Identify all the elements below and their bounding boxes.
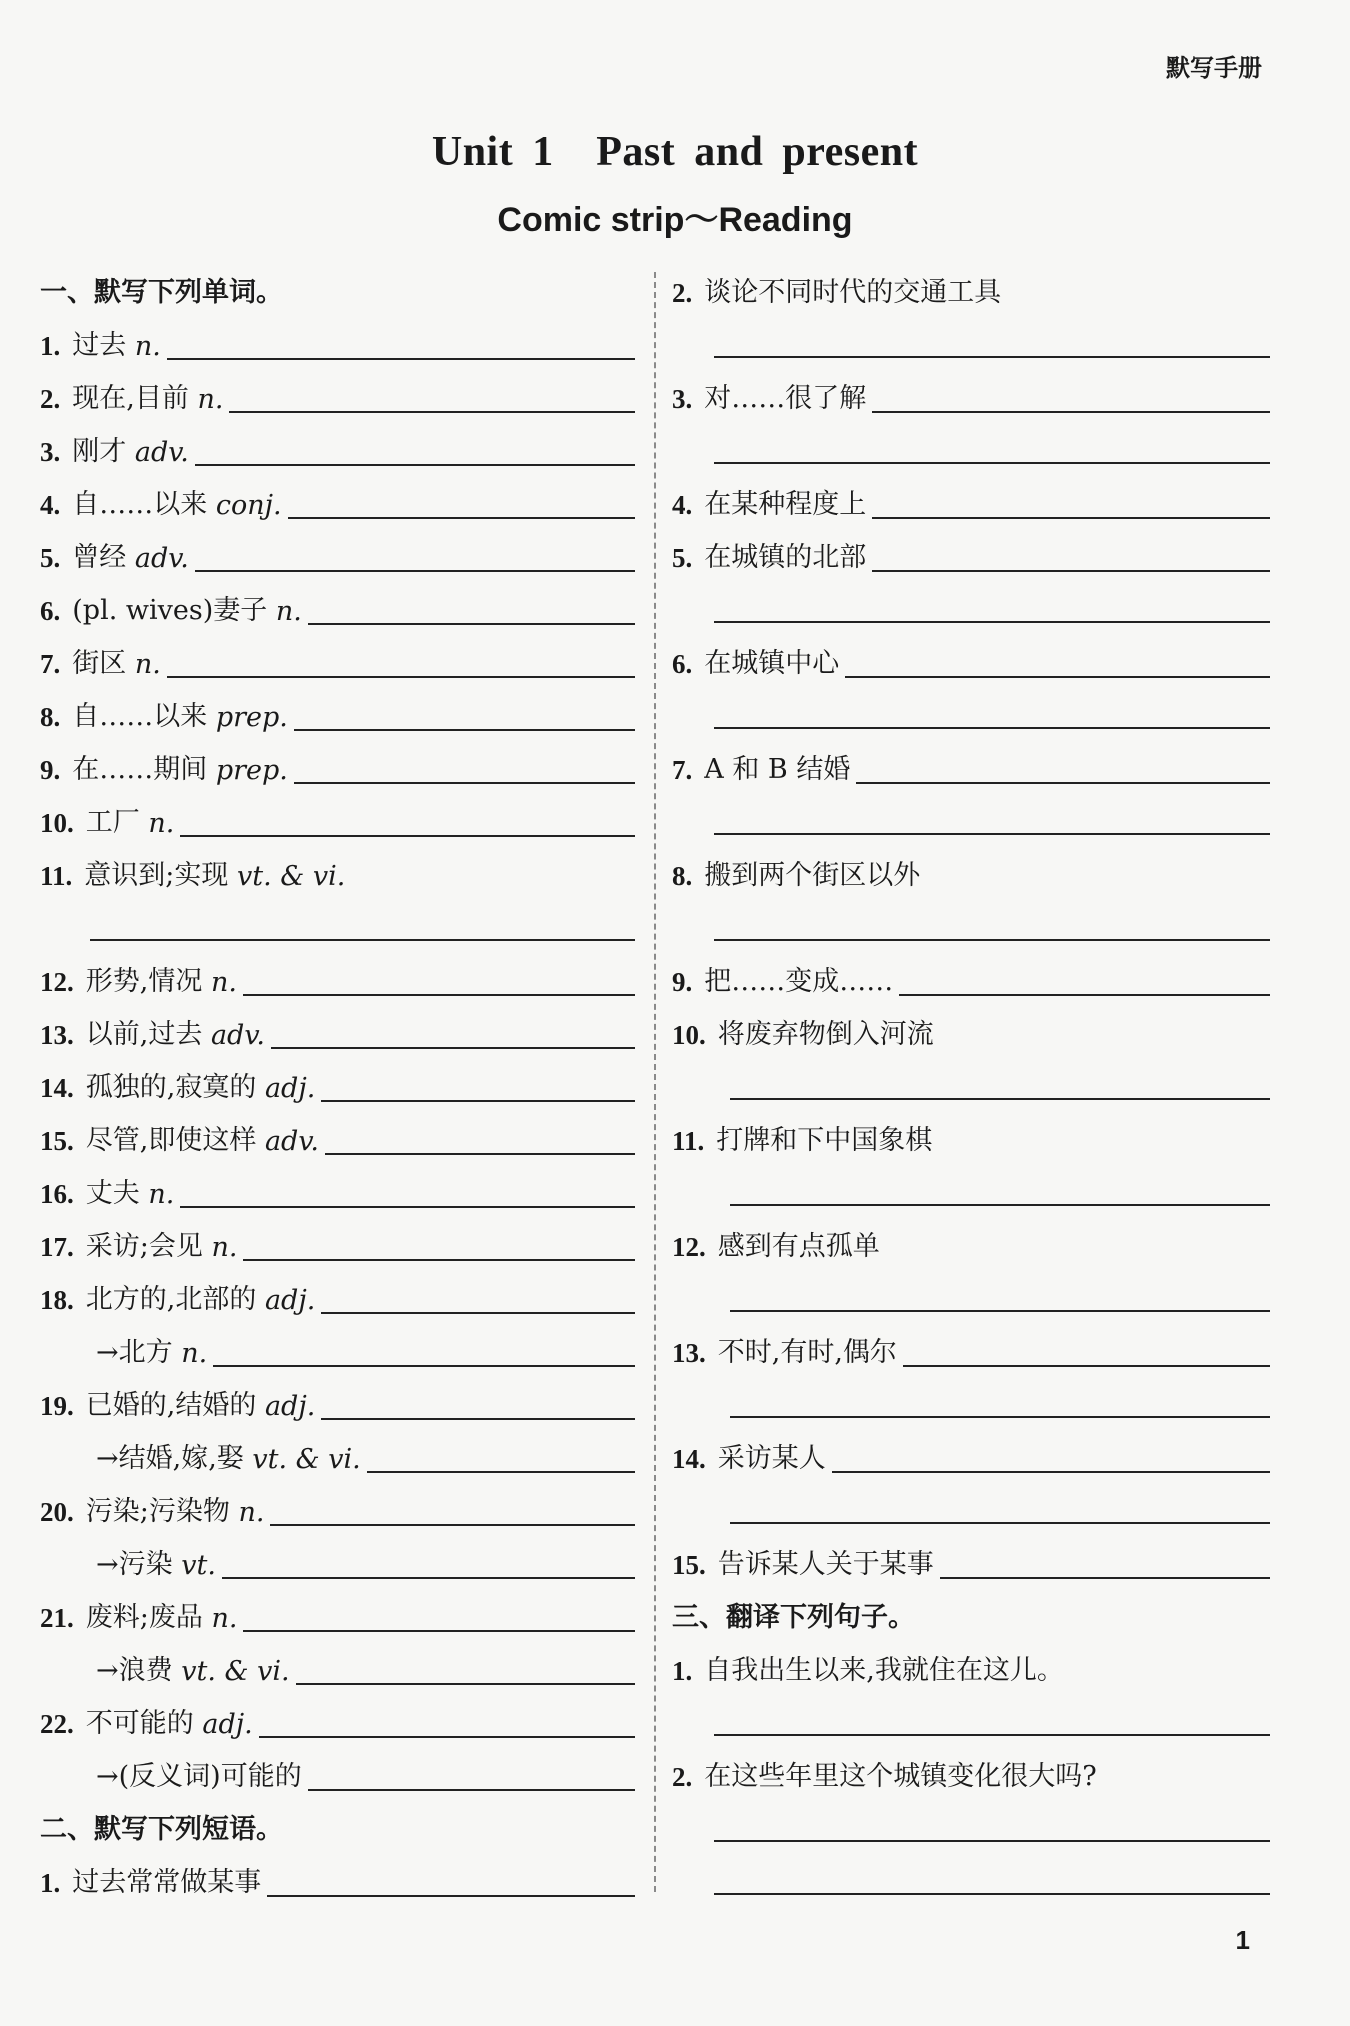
answer-blank[interactable] — [213, 1364, 635, 1367]
phrase-item: 11. 打牌和下中国象棋 — [672, 1125, 933, 1156]
word-item: 10. 工厂 n. — [40, 792, 635, 845]
answer-blank[interactable] — [872, 410, 1270, 413]
section-heading: 一、默写下列单词。 — [40, 277, 283, 308]
word-item: →(反义词)可能的 — [40, 1746, 635, 1799]
answer-blank[interactable] — [940, 1576, 1270, 1579]
answer-blank[interactable] — [714, 461, 1270, 464]
answer-blank[interactable] — [832, 1470, 1270, 1473]
answer-line — [672, 1057, 1270, 1110]
answer-blank[interactable] — [714, 726, 1270, 729]
answer-blank[interactable] — [271, 1046, 635, 1049]
phrase-item: 3. 对……很了解 — [672, 368, 1270, 421]
answer-blank[interactable] — [259, 1735, 635, 1738]
sentence-item: 2. 在这些年里这个城镇变化很大吗? — [672, 1761, 1097, 1792]
answer-blank[interactable] — [308, 1788, 635, 1791]
phrase-item: 6. 在城镇中心 — [672, 633, 1270, 686]
word-item: 9. 在……期间 prep. — [40, 739, 635, 792]
answer-line — [672, 1481, 1270, 1534]
answer-blank[interactable] — [294, 781, 635, 784]
answer-blank[interactable] — [872, 569, 1270, 572]
answer-blank[interactable] — [90, 938, 635, 941]
page-title: Unit 1 Past and present — [431, 129, 919, 175]
word-item: 8. 自……以来 prep. — [40, 686, 635, 739]
section-heading: 二、默写下列短语。 — [40, 1814, 283, 1845]
answer-blank[interactable] — [903, 1364, 1270, 1367]
answer-blank[interactable] — [730, 1203, 1270, 1206]
sentence-item: 1. 自我出生以来,我就住在这儿。 — [672, 1655, 1064, 1686]
word-item: 5. 曾经 adv. — [40, 527, 635, 580]
phrase-item: 2. 谈论不同时代的交通工具 — [672, 277, 1002, 308]
answer-blank[interactable] — [714, 620, 1270, 623]
answer-blank[interactable] — [243, 1258, 635, 1261]
answer-blank[interactable] — [229, 410, 635, 413]
answer-blank[interactable] — [730, 1097, 1270, 1100]
answer-blank[interactable] — [270, 1523, 635, 1526]
answer-blank[interactable] — [180, 834, 635, 837]
word-item: 1. 过去 n. — [40, 315, 635, 368]
answer-blank[interactable] — [730, 1521, 1270, 1524]
word-item: 11. 意识到;实现 vt. & vi. — [40, 860, 346, 892]
word-item: 13. 以前,过去 adv. — [40, 1004, 635, 1057]
answer-line — [672, 315, 1270, 368]
answer-blank[interactable] — [367, 1470, 635, 1473]
answer-blank[interactable] — [714, 355, 1270, 358]
answer-blank[interactable] — [195, 463, 635, 466]
phrase-item: 15. 告诉某人关于某事 — [672, 1534, 1270, 1587]
word-item: 4. 自……以来 conj. — [40, 474, 635, 527]
word-item: 14. 孤独的,寂寞的 adj. — [40, 1057, 635, 1110]
answer-blank[interactable] — [714, 1839, 1270, 1842]
word-item: →结婚,嫁,娶 vt. & vi. — [40, 1428, 635, 1481]
answer-line — [672, 580, 1270, 633]
answer-blank[interactable] — [267, 1894, 635, 1897]
word-item: 17. 采访;会见 n. — [40, 1216, 635, 1269]
word-item: 7. 街区 n. — [40, 633, 635, 686]
right-column — [672, 262, 1270, 1905]
answer-line — [672, 1852, 1270, 1905]
answer-blank[interactable] — [321, 1417, 635, 1420]
answer-blank[interactable] — [180, 1205, 635, 1208]
left-column — [40, 262, 635, 1905]
phrase-item: 9. 把……变成…… — [672, 951, 1270, 1004]
header-tag: 默写手册 — [1166, 54, 1262, 82]
column-divider — [654, 272, 656, 1892]
answer-blank[interactable] — [714, 938, 1270, 941]
answer-line — [672, 421, 1270, 474]
word-item: 22. 不可能的 adj. — [40, 1693, 635, 1746]
answer-blank[interactable] — [856, 781, 1270, 784]
answer-blank[interactable] — [167, 357, 635, 360]
word-item: 21. 废料;废品 n. — [40, 1587, 635, 1640]
answer-blank[interactable] — [714, 1892, 1270, 1895]
answer-blank[interactable] — [222, 1576, 635, 1579]
word-item: 19. 已婚的,结婚的 adj. — [40, 1375, 635, 1428]
word-item: 18. 北方的,北部的 adj. — [40, 1269, 635, 1322]
answer-blank[interactable] — [321, 1311, 635, 1314]
word-item: →浪费 vt. & vi. — [40, 1640, 635, 1693]
answer-line — [672, 1799, 1270, 1852]
answer-blank[interactable] — [714, 1733, 1270, 1736]
phrase-item: 14. 采访某人 — [672, 1428, 1270, 1481]
answer-blank[interactable] — [296, 1682, 635, 1685]
word-item: 16. 丈夫 n. — [40, 1163, 635, 1216]
phrase-item: 1. 过去常常做某事 — [40, 1852, 635, 1905]
word-item: →污染 vt. — [40, 1534, 635, 1587]
answer-blank[interactable] — [730, 1415, 1270, 1418]
phrase-item: 8. 搬到两个街区以外 — [672, 860, 921, 891]
answer-line — [672, 686, 1270, 739]
phrase-item: 5. 在城镇的北部 — [672, 527, 1270, 580]
word-item: 3. 刚才 adv. — [40, 421, 635, 474]
answer-blank[interactable] — [325, 1152, 635, 1155]
answer-line — [672, 1269, 1270, 1322]
answer-line — [672, 898, 1270, 951]
page-subtitle: Comic strip～Reading — [497, 201, 853, 239]
answer-blank[interactable] — [294, 728, 635, 731]
answer-line — [672, 1375, 1270, 1428]
answer-blank[interactable] — [321, 1099, 635, 1102]
answer-line — [40, 898, 635, 951]
answer-line — [672, 792, 1270, 845]
phrase-item: 13. 不时,有时,偶尔 — [672, 1322, 1270, 1375]
answer-blank[interactable] — [872, 516, 1270, 519]
phrase-item: 7. A 和 B 结婚 — [672, 739, 1270, 792]
word-item: 6. (pl. wives)妻子 n. — [40, 580, 635, 633]
answer-blank[interactable] — [167, 675, 635, 678]
section-heading: 三、翻译下列句子。 — [672, 1602, 915, 1633]
answer-blank[interactable] — [714, 832, 1270, 835]
word-item: 15. 尽管,即使这样 adv. — [40, 1110, 635, 1163]
page-number: 1 — [1235, 1925, 1250, 1955]
answer-line — [672, 1693, 1270, 1746]
word-item: 12. 形势,情况 n. — [40, 951, 635, 1004]
word-item: 2. 现在,目前 n. — [40, 368, 635, 421]
phrase-item: 12. 感到有点孤单 — [672, 1231, 880, 1262]
answer-blank[interactable] — [308, 622, 635, 625]
answer-blank[interactable] — [845, 675, 1270, 678]
answer-blank[interactable] — [243, 1629, 635, 1632]
word-item: 20. 污染;污染物 n. — [40, 1481, 635, 1534]
phrase-item: 10. 将废弃物倒入河流 — [672, 1019, 934, 1050]
answer-blank[interactable] — [243, 993, 635, 996]
answer-blank[interactable] — [899, 993, 1270, 996]
phrase-item: 4. 在某种程度上 — [672, 474, 1270, 527]
answer-blank[interactable] — [195, 569, 635, 572]
word-item: →北方 n. — [40, 1322, 635, 1375]
answer-line — [672, 1163, 1270, 1216]
answer-blank[interactable] — [288, 516, 635, 519]
answer-blank[interactable] — [730, 1309, 1270, 1312]
